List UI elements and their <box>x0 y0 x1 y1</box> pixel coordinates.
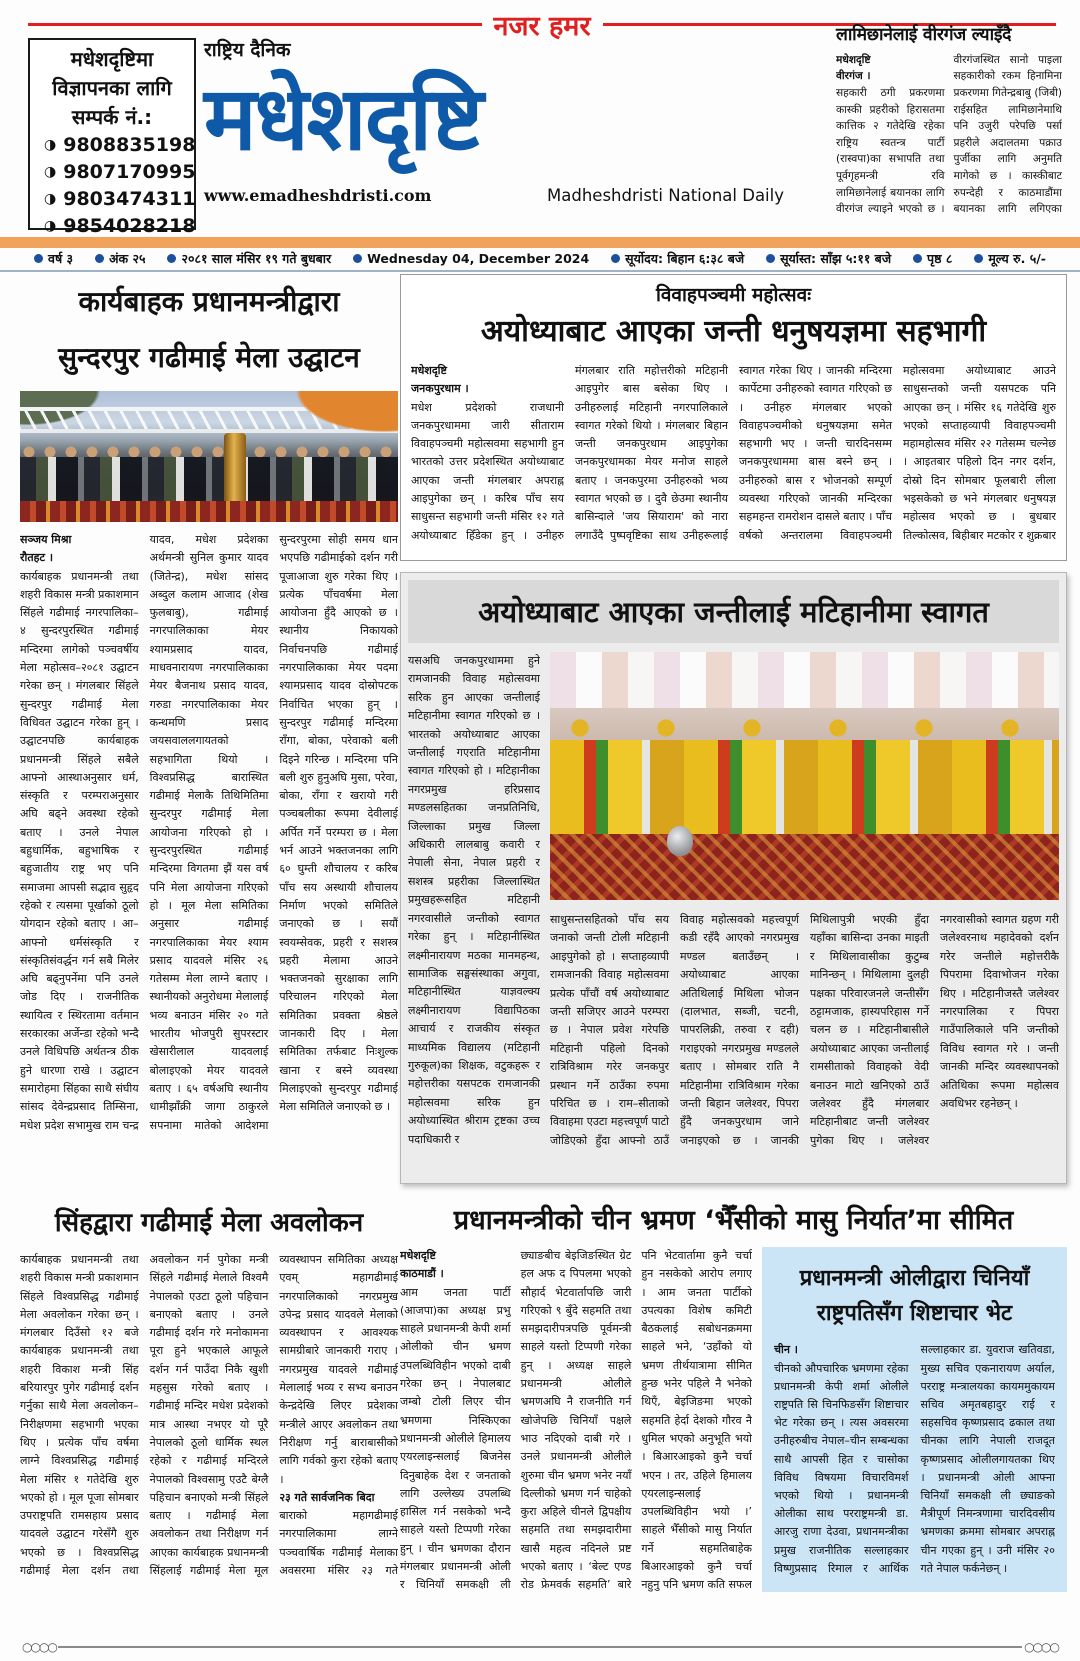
bullet-icon <box>167 254 176 263</box>
phone-number: 9803474311 <box>63 188 196 210</box>
article-body <box>411 362 1056 552</box>
article-headline: लामिछानेलाई वीरगंज ल्याइँदै <box>836 25 1012 45</box>
phone-row <box>32 186 196 213</box>
article-headline: सिंहद्वारा गढीमाई मेला अवलोकन <box>54 1208 364 1238</box>
bullet-icon <box>766 254 775 263</box>
body-text: साधुसन्तसहितको पाँच सय जनाको जन्ती टोली मटिहानी आइपुगेको हो । सप्ताहव्यापी रामजानकी विवाह महोत्सवमा प्रत्येक पाँचौं वर्ष अयोध्याबाट जन्ती सजिएर आउने परम्परा छ । नेपाल प्रवेश गरेपछि मटिहानी पहिलो दिनको रात्रिविश्राम गरेर जनकपुर प्रस्थान गर्ने ठाउँका रुपमा परिचित छ । राम–सीताको विवाहमा एउटा महत्त्वपूर्ण पाटो जोडिएको हुँदा आफ्नो ठाउँ विवाह महोत्सवको महत्त्वपूर्ण कडी रहँदै आएको नगरप्रमुख मण्डल बताउँछन् । अयोध्याबाट आएका अतिथिलाई मिथिला भोजन (दालभात, सब्जी, चटनी, पापरलिक्री, तरुवा र दही) गराइएको नगरप्रमुख मण्डलले बताए । सोमबार राति नै मटिहानीमा रात्रिविश्राम गरेका जन्ती बिहान जलेश्वर, पिपरा हुँदै जनकपुरधाम जाने जनाइएको छ । जानकी मिथिलापुत्री भएकी हुँदा यहाँका बासिन्दा उनका माइती र मिथिलावासीका कुटुम्ब मानिन्छन् । मिथिलामा दुलही पक्षका परिवारजनले जन्तीसँग ठट्टामजाक, हास्यपरिहास गर्ने चलन छ । मटिहानीबासीले अयोध्याबाट आएका जन्तीलाई रामसीताको विवाहको वेदी बनाउन माटो खनिएको ठाउँ जलेश्वर हुँदै मंगलबार मटिहानीबाट जन्ती जलेश्वर पुगेका थिए । जलेश्वर नगरवासीको स्वागत ग्रहण गरी जलेश्वरनाथ महादेवको दर्शन गरेर जन्तीले महोत्तरीकै पिपरामा दिवाभोजन गरेका थिए । मटिहानीजस्तै जलेश्वर नगरपालिका र पिपरा गाउँपालिकाले पनि जन्तीको विविध स्वागत गरे । जन्ती जानकी मन्दिर व्यवस्थापनको अतिथिका रूपमा महोत्सव अवधिभर रहनेछन् । <box>550 913 1059 1147</box>
left-column <box>20 274 398 1593</box>
article-vivaha-panchami <box>400 274 1067 561</box>
body-text: चीनको औपचारिक भ्रमणमा रहेका प्रधानमन्त्री केपी शर्मा ओलीले राष्ट्रपति सि चिनफिङसँग शिष्टाचार भेट गरेका छन् । त्यस अवसरमा उनीहरुबीच नेपाल–चीन सम्बन्धका साथै आपसी हित र चासोका विविध विषयमा विचारविमर्श भएको थियो । प्रधानमन्त्री ओलीका साथ परराष्ट्रमन्त्री डा. आरजु राणा देउवा, प्रधानमन्त्रीका प्रमुख राजनीतिक सल्लाहकार विष्णुप्रसाद रिमाल र आर्थिक सल्लाहकार डा. युवराज खतिवडा, मुख्य सचिव एकनारायण अर्याल, परराष्ट्र मन्त्रालयका कायममुकायम सचिव अमृतबहादुर राई र सहसचिव कृष्णप्रसाद ढकाल तथा चीनका लागि नेपाली राजदूत कृष्णप्रसाद ओलीलगायतका थिए । प्रधानमन्त्री ओली आफ्ना चिनियाँ समकक्षी ली छ्याङको मैत्रीपूर्ण निमन्त्रणामा चारदिवसीय भ्रमणका क्रममा सोमबार अपराह्न चीन गएका हुन् । उनी मंसिर २० गते नेपाल फर्कनेछन् । <box>774 1343 1055 1575</box>
byline-agency: मधेशदृष्टि <box>411 364 447 377</box>
bullet-icon <box>34 254 43 263</box>
article-headline: कार्यबाहक प्रधानमन्त्रीद्वारा सुन्दरपुर गढीमाई मेला उद्घाटन <box>58 285 360 374</box>
website-link[interactable]: www.emadheshdristi.com <box>204 186 432 205</box>
phone-icon: ◑ <box>44 137 57 153</box>
article-body <box>400 1247 752 1599</box>
article-china-visit <box>400 1200 1067 1599</box>
body-text: आम जनता पार्टी (आजपा)का अध्यक्ष प्रभु साहले प्रधानमन्त्री केपी शर्मा ओलीको चीन भ्रमण उपलब्धिविहीन भएको दाबी गरेका छन् । नेपालबाट जम्बो टोली लिएर चीन भ्रमणमा निस्किएका प्रधानमन्त्री ओलीले हिमालय एयरलाइन्सलाई बिजनेस दिनुबाहेक देश र जनताको लागि उल्लेख्य उपलब्धि हासिल गर्न नसकेको भन्दै साहले यस्तो टिप्पणी गरेका हुन् । चीन भ्रमणका दौरान मंगलबार प्रधानमन्त्री ओली र चिनियाँ समकक्षी ली छ्याङबीच बेइजिङस्थित ग्रेट हल अफ द पिपलमा भएको सौहार्द भेटवार्तापछि जारी गरिएको ९ बुँदे सहमति तथा समझदारीपत्रपछि पूर्वमन्त्री साहले यस्तो टिप्पणी गरेका हुन् । अध्यक्ष साहले प्रधानमन्त्री ओलीले भ्रमणअघि नै राजनीति गर्न खोजेपछि चिनियाँ पक्षले भाउ नदिएको दाबी गरे । उनले प्रधानमन्त्री ओलीले शुरुमा चीन भ्रमण भनेर नयाँ दिल्लीको भ्रमण गर्न चाहेको कुरा अहिले चीनले द्विपक्षीय सहमति तथा समझदारीमा खासै महत्व नदिनले प्रष्ट भएको बताए । ‘बेल्ट एण्ड रोड फ्रेमवर्क सहमति’ बारे पनि भेटवार्तामा कुनै चर्चा हुन नसकेको आरोप लगाए । आम जनता पार्टीको उपत्यका विशेष कमिटी बैठकलाई सबोधनक्रममा साहले भने, ‘उहाँको यो भ्रमण तीर्थयात्रामा सीमित हुन्छ भनेर पहिले नै भनेको थिएँ, बेइजिङमा भएको सहमति हेर्दा देशको गौरव नै धुमिल भएको अनुभूति भयो । बिआरआइको कुनै चर्चा भएन । तर, उहिले हिमालय एयरलाइन्सलाई उपलब्धिविहीन भयो ।’ साहले भैँसीको मासु निर्यात गर्ने सहमतिबाहेक बिआरआइको कुनै चर्चा नहुनु पनि भ्रमण कति सफल <box>400 1249 752 1592</box>
phone-row <box>32 132 196 159</box>
janti-welcome-photo <box>550 652 1059 900</box>
english-date-label: Wednesday 04, December 2024 <box>353 251 589 266</box>
phone-icon: ◑ <box>44 164 57 180</box>
banner-rule-left <box>28 23 482 26</box>
price-label: मूल्य रु. ५/- <box>974 250 1046 267</box>
bullet-icon <box>95 254 104 263</box>
byline-place: रौतहट । <box>20 551 54 565</box>
phone-icon: ◑ <box>44 218 57 234</box>
nepali-date-label: २०८१ साल मंसिर १९ गते बुधबार <box>167 250 331 267</box>
phone-number: 9808835198 <box>63 134 196 156</box>
banner-title: नजर हमर <box>493 11 591 42</box>
pages-label: पृष्ठ ८ <box>913 250 952 267</box>
photo-crowd-bodies <box>20 457 398 501</box>
issue-label: अंक २५ <box>95 250 146 267</box>
photo-silver-vessel <box>667 826 693 856</box>
advert-contact-box <box>28 38 196 237</box>
photo-striped-canopy <box>550 652 1059 708</box>
right-column <box>400 274 1067 1599</box>
bullet-icon <box>353 254 362 263</box>
article-body <box>774 1341 1055 1579</box>
header-separator <box>0 270 1080 272</box>
article-headline: अयोध्याबाट आएका जन्ती धनुषयज्ञमा सहभागी <box>480 314 987 349</box>
sunrise-label: सूर्योदय: बिहान ६:३८ बजे <box>611 250 744 267</box>
masthead <box>204 36 814 205</box>
photo-costumed-figures <box>550 740 1059 836</box>
paper-title: मधेशदृष्टि <box>204 67 482 170</box>
byline-place: वीरगंज । <box>836 70 871 83</box>
byline-place: जनकपुरधाम । <box>411 382 469 396</box>
byline-agency: मधेशदृष्टि <box>400 1249 436 1262</box>
article-kicker: विवाहपञ्चमी महोत्सवः <box>655 284 812 306</box>
volume-label: वर्ष ३ <box>34 250 73 267</box>
article-body <box>836 52 1062 220</box>
bullet-icon <box>611 254 620 263</box>
ad-line-3: सम्पर्क नं.: <box>71 105 153 129</box>
phone-number: 9807170995 <box>63 161 196 183</box>
article-photo-and-text <box>550 652 1059 1190</box>
body-text: यसअघि जनकपुरधाममा हुने रामजानकी विवाह महोत्सवमा सरिक हुन आएका जन्तीलाई मटिहानीमा स्वागत गरिएको छ । भारतको अयोध्याबाट आएका जन्तीलाई गएराति मटिहानीमा स्वागत गरिएको हो । मटिहानीका नगरप्रमुख हरिप्रसाद मण्डलसहितका जनप्रतिनिधि, जिल्लाका प्रमुख जिल्ला अधिकारी लालबाबु कवारी र नेपाली सेना, नेपाल प्रहरी र सशस्त्र प्रहरीका जिल्लास्थित प्रमुखहरूसहित मटिहानी नगरवासीले जन्तीको स्वागत गरेका हुन् । मटिहानीस्थित लक्ष्मीनारायण मठका मानमहन्थ, सामाजिक सङ्घसंस्थाका अगुवा, मटिहानीस्थित याज्ञवल्क्य लक्ष्मीनारायण विद्यापिठका आचार्य र राजकीय संस्कृत माध्यमिक विद्यालय (मटिहानी गुरुकूल)का शिक्षक, वटुकहरू र महोत्तरीका यसपटक रामजानकी महोत्सवमा सरिक हुन अयोध्यास्थित श्रीराम ट्रष्टका उच्च पदाधिकारी र <box>408 654 540 1146</box>
article-gadhimai-inauguration <box>20 274 398 1181</box>
body-text: कार्यबाहक प्रधानमन्त्री तथा शहरी विकास मन्त्री प्रकाशमान सिंहले गढीमाई नगरपालिका–४ सुन्दरपुरस्थित गढीमाई मन्दिरमा लागेको पञ्चवर्षीय मेला महोत्सव–२०८१ उद्घाटन गरेका छन् । मंगलबार सिंहले सुन्दरपुर गढीमाई मेला विधिवत उद्घाटन गरेका हुन् । उद्घाटनपछि कार्यबाहक प्रधानमन्त्री सिंहले सबैले आफ्नो आस्थाअनुसार धर्म, संस्कृति र परम्पराअनुसार अघि बढ्ने अवस्था रहेको बताए । उनले नेपाल बहुधार्मिक, बहुभाषिक र बहुजातीय राष्ट्र भए पनि समाजमा आपसी सद्भाव सुहृद रहेको र त्यसमा पूर्खाको ठूलो योगदान रहेको बताए । आ–आफ्नो धर्मसंस्कृति र संस्कृतिसंवर्द्धन गर्न सबै मिलेर अघि बढ्नुपर्नेमा पनि उनले जोड दिए । राजनीतिक स्थायित्व र स्थिरतामा वर्तमान सरकारका अर्जेन्डा रहेको भन्दै उनले विधिपछि अर्थतन्त्र ठीक हुने धारणा राखे । उद्घाटन समारोहमा सिंहका साथै संघीय सांसद देवेन्द्रप्रसाद तिम्सिना, मधेश प्रदेश सभामुख राम चन्द्र यादव, मधेश प्रदेशका अर्थमन्त्री सुनिल कुमार यादव (जितेन्द्र), मधेश सांसद अब्दुल कलाम आजाद (शेख फुलबाबु), गढीमाई नगरपालिकाका मेयर श्यामप्रसाद यादव, माधवनारायण नगरपालिकाका मेयर बैजनाथ प्रसाद यादव, गरुडा नगरपालिकाका मेयर कन्थमणि प्रसाद जयसवाललगायतको सहभागिता थियो । विश्वप्रसिद्ध बारास्थित गढीमाई मेलाकै तिथिमितिमा सुन्दरपुर गढीमाई मेला आयोजना गरिएको हो । सुन्दरपुरस्थित गढीमाई मन्दिरमा विगतमा झैं यस वर्ष पनि मेला आयोजना गरिएको हो । मूल मेला समितिका अनुसार गढीमाई नगरपालिकाका मेयर श्याम प्रसाद यादवले मंसिर २६ गतेसम्म मेला लाग्ने बताए । स्थानीयको अनुरोधमा मेलालाई भव्य बनाउन मंसिर २० गते भारतीय भोजपुरी सुपरस्टार खेसारीलाल यादवलाई बोलाइएको मेयर यादवले बताए । ६५ वर्षअघि स्थानीय धामीझाँक्री जागा ठाकुरले सपनामा मातेको आदेशमा सुन्दरपुरमा सोही समय धान भएपछि गढीमाईको दर्शन गरी पूजाआजा शुरु गरेका थिए । प्रत्येक पाँचवर्षमा मेला आयोजना हुँदै आएको छ । स्थानीय निकायको निर्वाचनपछि गढीमाई नगरपालिकाका मेयर पदमा श्यामप्रसाद यादव दोस्रोपटक निर्वाचित भएका हुन् । सुन्दरपुर गढीमाई मन्दिरमा राँगा, बोका, परेवाको बली दिइने गरिन्छ । मन्दिरमा पनि बली शुरु हुनुअघि मुसा, परेवा, बोका, राँगा र खरायो गरी पञ्चबलीका रूपमा देवीलाई अर्पित गर्ने परम्परा छ । मेला भर्न आउने भक्तजनका लागि ६० घुम्ती शौचालय र करिब पाँच सय अस्थायी शौचालय निर्माण भएको समितिले जनाएको छ । सयौं स्वयम्सेवक, प्रहरी र सशस्त्र प्रहरी मेलामा आउने भक्तजनको सुरक्षाका लागि परिचालन गरिएको मेला समितिका प्रवक्ता श्रेष्ठले जानकारी दिए । मेला समितिका तर्फबाट निःशुल्क खाना र बस्ने व्यवस्था मिलाइएको सुन्दरपुर गढीमाई मेला समितिले जनाएको छ । <box>20 533 398 1132</box>
lead-photo <box>20 391 398 522</box>
article-matihani-welcome <box>400 572 1067 1184</box>
article-body <box>20 531 398 1181</box>
footer-rule <box>58 1646 1022 1648</box>
photo-red-carpet <box>550 834 1059 900</box>
article-left-column-text <box>408 652 540 1190</box>
sunset-label: सूर्यास्त: साँझ ५:११ बजे <box>766 250 891 267</box>
ad-line-1: मधेशदृष्टिमा <box>70 47 154 71</box>
body-text: बाराको महागढीमाई नगरपालिकामा लाग्ने पञ्चवार्षिक गढीमाई मेलाका अवसरमा मंसिर २३ गते <box>279 1509 398 1578</box>
body-text: कार्यबाहक प्रधानमन्त्री तथा शहरी विकास मन्त्री प्रकाशमान सिंहले विश्वप्रसिद्ध गढीमाई मेला अवलोकन गरेका छन् । मंगलबार दिउँसो १२ बजे कार्यबाहक प्रधानमन्त्री तथा शहरी विकाश मन्त्री सिंह बरियारपुर पुगेर गढीमाई दर्शन गर्नुका साथै मेला अवलोकन–निरीक्षणमा सहभागी भएका थिए । प्रत्येक पाँच वर्षमा लाग्ने विश्वप्रसिद्ध गढीमाई मेला मंसिर १ गतेदेखि शुरु भएको हो । मूल पूजा सोमबार उपराष्ट्रपति रामसहाय प्रसाद यादवले उद्घाटन गरेसँगै शुरु भएको छ । विश्वप्रसिद्ध गढीमाई मेला दर्शन तथा अवलोकन गर्न पुगेका मन्त्री सिंहले गढीमाई मेलाले विश्वमै नेपालको एउटा ठूलो पहिचान बनाएको बताए । उनले गढीमाई दर्शन गरे मनोकामना पूरा हुने भएकाले आफूले दर्शन गर्न पाउँदा निकै खुशी महसुस गरेको बताए । गढीमाई मन्दिर मधेश प्रदेशको मात्र आस्था नभएर यो पूरै नेपालको ठूलो धार्मिक स्थल रहेको र गढीमाई मन्दिरले नेपालको विश्वसामु एउटै बेग्लै पहिचान बनाएको मन्त्री सिंहले बताए । गढीमाई मेला अवलोकन तथा निरीक्षण गर्न आएका कार्यबाहक प्रधानमन्त्री सिंहलाई गढीमाई मेला मूल व्यवस्थापन समितिका अध्यक्ष एवम् महागढीमाई नगरपालिकाको नगरप्रमुख उपेन्द्र प्रसाद यादवले मेलाको व्यवस्थापन र आवश्यक सामग्रीबारे जानकारी गराए । नगरप्रमुख यादवले गढीमाई मेलालाई भव्य र सभ्य बनाउन केन्द्रदेखि लिएर प्रदेशका मन्त्रीले आएर अवलोकन तथा निरीक्षण गर्नु बाराबासीको लागि गर्वको कुरा रहेको बताए । <box>20 1253 398 1578</box>
phone-icon: ◑ <box>44 191 57 207</box>
byline-reporter: सञ्जय मिश्रा <box>20 533 72 546</box>
bullet-icon <box>913 254 922 263</box>
body-text: मधेश प्रदेशको राजधानी जनकपुरधाममा जारी सीताराम विवाहपञ्चमी महोत्सवमा सहभागी हुन भारतको उत्तर प्रदेशस्थित अयोध्याबाट आएका जन्ती मंगलबार अपराह्न आइपुगेका छन् । करिब पाँच सय साधुसन्त सहभागी जन्ती मंसिर १२ गते अयोध्याबाट हिँडेका हुन् । उनीहरु मंगलबार राति महोत्तरीको मटिहानी आइपुगेर बास बसेका थिए । उनीहरुलाई मटिहानी नगरपालिकाले स्वागत गरेको थियो । मंगलबार बिहान जन्ती जनकपुरधाम आइपुगेका जनकपुरधामका मेयर मनोज साहले बताए । जनकपुरमा उनीहरुको भव्य स्वागत भएको छ । दुवै छेउमा स्थानीय बासिन्दाले 'जय सियाराम' को नारा लगाउँदै पुष्पवृष्टिका साथ उनीहरूलाई स्वागत गरेका थिए । जानकी मन्दिरमा कार्पेटमा उनीहरुको स्वागत गरिएको छ । उनीहरु मंगलबार भएको विवाहपञ्चमीको धनुषयज्ञमा समेत सहभागी भए । जन्ती चारदिनसम्म जनकपुरधाममा बास बस्ने छन् । उनीहरुको बास र भोजनको सम्पूर्ण व्यवस्था गरिएको जानकी मन्दिरका सहमहन्त रामरोशन दासले बताए । पाँच वर्षको अन्तरालमा विवाहपञ्चमी महोत्सवमा अयोध्याबाट आउने साधुसन्तको जन्ती यसपटक पनि आएका छन् । मंसिर १६ गतेदेखि शुरु भएको सप्ताहव्यापी विवाहपञ्चमी महामहोत्सव मंसिर २२ गतेसम्म चल्नेछ । आइतबार पहिलो दिन नगर दर्शन, दोस्रो दिन सोमबार फूलबारी लीला भइसकेको छ भने मंगलबार धनुषयज्ञ महोत्सव भएको छ । बुधबार तिल्कोत्सव, बिहीबार मटकोर र शुक्रबार <box>411 364 1056 542</box>
article-headline: अयोध्याबाट आएका जन्तीलाई मटिहानीमा स्वागत <box>408 580 1059 643</box>
body-text: सहकारी ठगी प्रकरणमा कास्की प्रहरीको हिरासतमा कात्तिक २ गतेदेखि रहेका राष्ट्रिय स्वतन्त्र पार्टी (रास्वपा)का सभापति तथा पूर्वगृहमन्त्री रवि लामिछानेलाई बयानका लागि वीरगंज ल्याइने भएको छ । वीरगंजस्थित सानो पाइला सहकारीको रकम हिनामिना प्रकरणमा गितेन्द्रबाबु (जिबी) राईसहित लामिछानेमाथि पनि उजुरी परेपछि पर्सा प्रहरीले अदालतमा पक्राउ पुर्जीका लागि अनुमति मागेको छ । कास्कीबाट रुपन्देही र काठमाडौंमा बयानका लागि लगिएका <box>836 53 1062 216</box>
masthead-tagline: राष्ट्रिय दैनिक <box>204 39 291 61</box>
ornament-rings-icon: ○○○○ <box>22 1640 56 1654</box>
photo-orange-canopy <box>282 391 398 439</box>
article-headline: प्रधानमन्त्रीको चीन भ्रमण ‘भैँसीको मासु निर्यात’मा सीमित <box>453 1205 1014 1236</box>
paper-english-name: Madheshdristi National Daily <box>547 186 784 205</box>
ornament-rings-icon: ○○○○ <box>1024 1640 1058 1654</box>
photo-flower-garlands <box>20 501 398 522</box>
page-footer <box>22 1641 1058 1653</box>
article-mela-avalokan <box>20 1203 398 1593</box>
article-body <box>550 911 1059 1187</box>
article-lamichhane <box>836 24 1062 220</box>
byline-place: काठमाडौं । <box>400 1267 444 1281</box>
article-oli-xi-meeting-box <box>762 1247 1067 1592</box>
orange-divider-bar <box>0 237 1080 248</box>
phone-row <box>32 213 196 240</box>
photo-golden-crowns <box>550 710 1059 742</box>
phone-row <box>32 159 196 186</box>
ad-line-2: विज्ञापनका लागि <box>52 76 172 100</box>
bullet-icon <box>974 254 983 263</box>
photo-golden-pillar <box>224 433 246 505</box>
byline-agency: मधेशदृष्टि <box>836 53 871 66</box>
date-info-bar <box>0 250 1080 267</box>
phone-number: 9854028218 <box>63 215 196 237</box>
article-subhead: २३ गते सार्वजनिक बिदा <box>279 1490 375 1504</box>
article-headline: प्रधानमन्त्री ओलीद्वारा चिनियाँ राष्ट्रपतिसँग शिष्टाचार भेट <box>799 1266 1030 1327</box>
article-body <box>20 1251 398 1593</box>
byline-place: चीन । <box>774 1343 798 1357</box>
